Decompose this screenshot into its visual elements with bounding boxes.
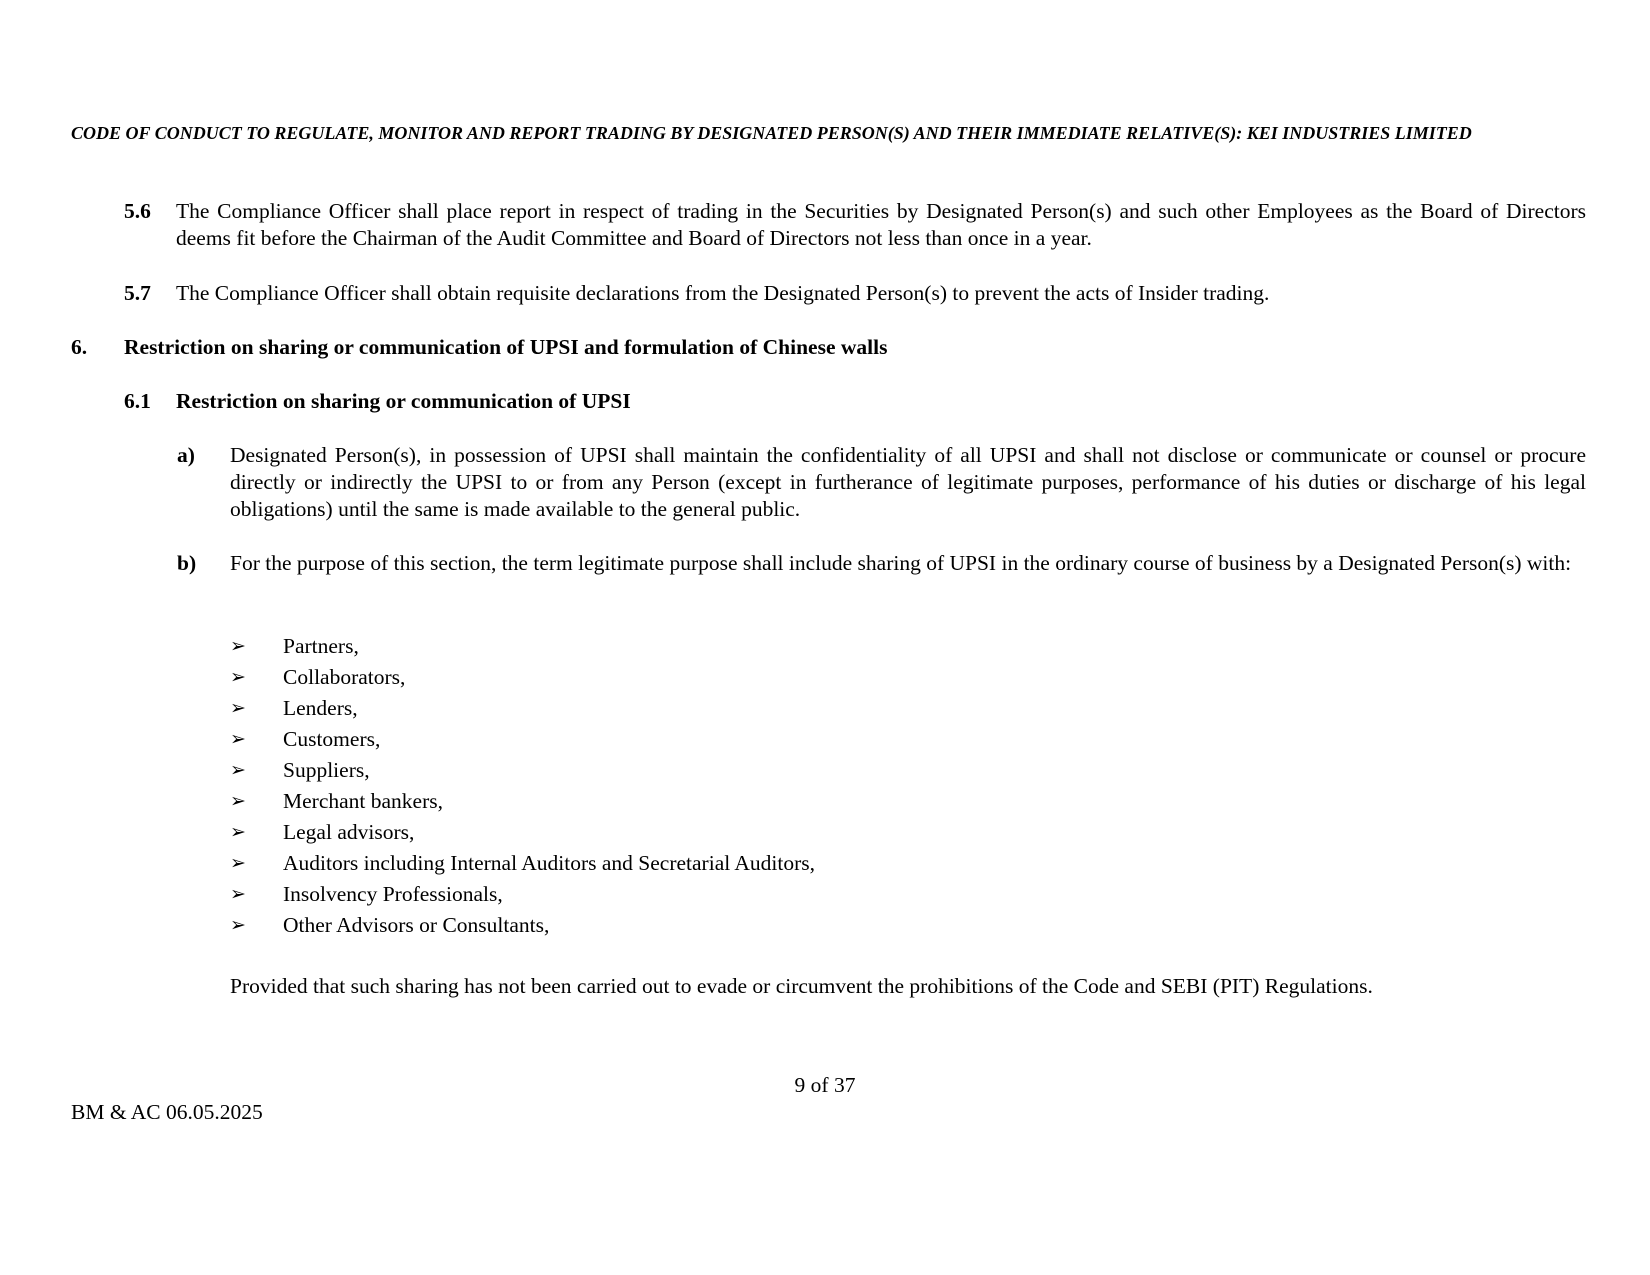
list-item-label: Lenders, xyxy=(283,696,358,720)
item-a xyxy=(177,442,1586,523)
list-item-label: Merchant bankers, xyxy=(283,789,443,813)
arrow-bullet-icon: ➢ xyxy=(230,697,246,719)
clause-number: 5.7 xyxy=(124,281,151,305)
clause-number: 5.6 xyxy=(124,199,151,223)
list-item-label: Other Advisors or Consultants, xyxy=(283,913,550,937)
arrow-bullet-icon: ➢ xyxy=(230,883,246,905)
arrow-bullet-icon: ➢ xyxy=(230,759,246,781)
list-item-label: Collaborators, xyxy=(283,665,406,689)
list-item xyxy=(230,910,815,941)
page-number: 9 of 37 xyxy=(794,1073,856,1097)
arrow-bullet-icon: ➢ xyxy=(230,635,246,657)
list-item xyxy=(230,786,815,817)
clause-text: The Compliance Officer shall place report in respect of trading in the Securities by Designated Person(s) and such other Employees as the Board of Directors deems fit before the Chairman of the Audit Committee and Board of Directors not less than once in a year. xyxy=(176,199,1586,250)
list-item xyxy=(230,848,815,879)
arrow-bullet-icon: ➢ xyxy=(230,821,246,843)
section-number: 6. xyxy=(71,335,88,359)
item-b xyxy=(177,550,1586,577)
item-marker: b) xyxy=(177,551,197,575)
subsection-title: Restriction on sharing or communication of UPSI xyxy=(176,389,631,413)
list-item-label: Legal advisors, xyxy=(283,820,415,844)
subsection-number: 6.1 xyxy=(124,389,151,413)
list-item-label: Customers, xyxy=(283,727,381,751)
clause-5-7 xyxy=(124,280,1586,307)
list-item-label: Auditors including Internal Auditors and Secretarial Auditors, xyxy=(283,851,816,875)
list-item-label: Suppliers, xyxy=(283,758,370,782)
list-item xyxy=(230,662,815,693)
clause-5-6 xyxy=(124,198,1586,252)
arrow-bullet-icon: ➢ xyxy=(230,728,246,750)
list-item xyxy=(230,631,815,662)
item-text: For the purpose of this section, the term legitimate purpose shall include sharing of UPSI in the ordinary course of business by a Designated Person(s) with: xyxy=(230,551,1572,575)
arrow-bullet-icon: ➢ xyxy=(230,790,246,812)
list-item xyxy=(230,817,815,848)
arrow-bullet-icon: ➢ xyxy=(230,914,246,936)
subsection-6-1-heading xyxy=(124,388,631,415)
clause-text: The Compliance Officer shall obtain requisite declarations from the Designated Person(s) to prevent the acts of Insider trading. xyxy=(176,281,1270,305)
section-6-heading xyxy=(71,334,887,361)
list-item xyxy=(230,693,815,724)
item-marker: a) xyxy=(177,443,195,467)
item-text: Designated Person(s), in possession of UPSI shall maintain the confidentiality of all UPSI and shall not disclose or communicate or counsel or procure directly or indirectly the UPSI to or from any Person (except in furtherance of legitimate purposes, performance of his duties or discharge of his legal obligations) until the same is made available to the general public. xyxy=(230,443,1586,521)
proviso-text: Provided that such sharing has not been carried out to evade or circumvent the prohibitions of the Code and SEBI (PIT) Regulations. xyxy=(230,974,1373,998)
section-title: Restriction on sharing or communication of UPSI and formulation of Chinese walls xyxy=(124,335,888,359)
footer-reference: BM & AC 06.05.2025 xyxy=(71,1100,263,1124)
legitimate-purpose-list xyxy=(230,631,815,941)
list-item xyxy=(230,755,815,786)
arrow-bullet-icon: ➢ xyxy=(230,666,246,688)
list-item-label: Partners, xyxy=(283,634,359,658)
list-item xyxy=(230,724,815,755)
arrow-bullet-icon: ➢ xyxy=(230,852,246,874)
running-header: CODE OF CONDUCT TO REGULATE, MONITOR AND REPORT TRADING BY DESIGNATED PERSON(S) AND THEIR IMMEDIATE RELATIVE(S): KEI INDUSTRIES LIMITED xyxy=(71,123,1472,143)
list-item xyxy=(230,879,815,910)
list-item-label: Insolvency Professionals, xyxy=(283,882,503,906)
